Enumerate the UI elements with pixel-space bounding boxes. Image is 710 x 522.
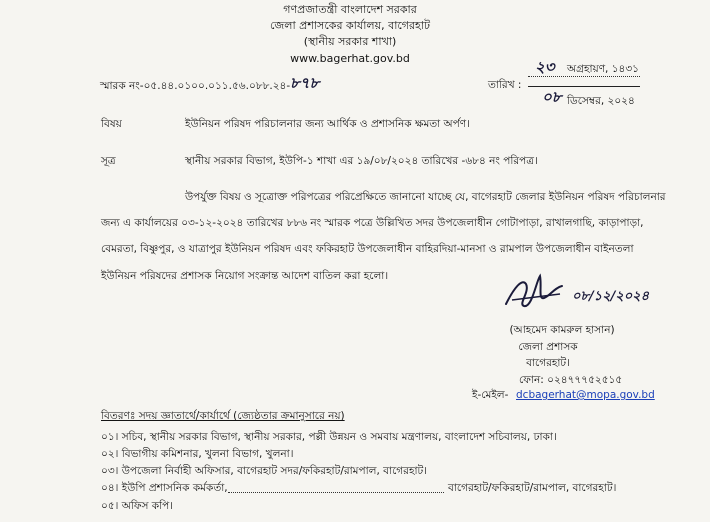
signature-date-handwritten: ০৮/১২/২০২৪ [572, 289, 650, 304]
section-name: (স্থানীয় সরকার শাখা) [303, 35, 397, 48]
distribution-item-5: ০৫। অফিস কপি। [101, 500, 174, 512]
distribution-item-3: ০৩। উপজেলা নির্বাহী অফিসার, বাগেরহাট সদর/ফকিরহাট/রামপাল, বাগেরহাট। [101, 465, 427, 477]
memo-number-handwritten: ৮৭৮ [290, 74, 320, 92]
bangla-date-handwritten: ২৩ [535, 58, 555, 76]
subject-label: বিষয় [101, 118, 122, 130]
email-link[interactable]: dcbagerhat@mopa.gov.bd [516, 389, 655, 401]
bangla-date-rule [528, 76, 640, 77]
subject-text: ইউনিয়ন পরিষদ পরিচালনার জন্য আর্থিক ও প্রশাসনিক ক্ষমতা অর্পণ। [185, 118, 470, 130]
office-name: জেলা প্রশাসকের কার্যালয়, বাগেরহাট [269, 19, 431, 32]
date-label: তারিখ : [488, 79, 522, 91]
english-date-handwritten: ০৮ [542, 88, 562, 106]
reference-label: সূত্র [101, 155, 116, 167]
bangla-date-suffix: অগ্রহায়ণ, ১৪৩১ [567, 63, 639, 75]
signatory-place: বাগেরহাট। [526, 357, 570, 369]
date-divider [528, 86, 640, 87]
website-link[interactable]: www.bagerhat.gov.bd [290, 52, 410, 65]
distribution-item-4: ০৪। ইউপি প্রশাসনিক কর্মকর্তা, [101, 482, 228, 494]
body-line-4: ইউনিয়ন পরিষদের প্রশাসক নিয়োগ সংক্রান্ত আদেশ বাতিল করা হলো। [101, 270, 389, 282]
email-label: ই-মেইল- [472, 389, 509, 401]
body-line-2: জন্য এ কার্যালয়ের ০৩-১২-২০২৪ তারিখের ৮৮৬ নং স্মারক পত্রে উল্লিখিত সদর উপজেলাধীন গোটাপাড়া, রাখালগাছি, কাড়াপাড়া, [101, 217, 644, 229]
memo-number: স্মারক নং-০৫.৪৪.০১০০.০১১.৫৬.০৮৮.২৪- [100, 80, 291, 92]
signatory-phone: ফোন: ০২৪৭৭৭৫২৫১৫ [519, 374, 623, 386]
english-date-suffix: ডিসেম্বর, ২০২৪ [567, 95, 635, 107]
distribution-heading: বিতরণঃ সদয় জ্ঞাতার্থে/কার্যার্থে (জ্যেষ্ঠতার ক্রমানুসারে নয়) [101, 410, 345, 422]
distribution-item-1: ০১। সচিব, স্থানীয় সরকার বিভাগ, স্থানীয় সরকার, পল্লী উন্নয়ন ও সমবায় মন্ত্রণালয়, বাংলাদেশ সচিবালয়, ঢাকা। [101, 431, 557, 443]
body-line-1: উপর্যুক্ত বিষয় ও সূত্রোক্ত পরিপত্রের পরিপ্রেক্ষিতে জানানো যাচ্ছে যে, বাগেরহাট জেলার ইউনিয়ন পরিষদ পরিচালনার [185, 191, 666, 203]
signature-scribble [500, 270, 572, 314]
signatory-name: (আহমেদ কামরুল হাসান) [509, 324, 615, 336]
signatory-designation: জেলা প্রশাসক [518, 341, 578, 353]
govt-name: গণপ্রজাতন্ত্রী বাংলাদেশ সরকার [283, 3, 417, 16]
distribution-item-4-tail: বাগেরহাট/ফকিরহাট/রামপাল, বাগেরহাট। [448, 482, 617, 494]
distribution-item-4-blank [228, 492, 444, 493]
reference-text: স্থানীয় সরকার বিভাগ, ইউপি-১ শাখা এর ১৯/০৮/২০২৪ তারিখের -৬৮৪ নং পরিপত্র। [185, 155, 538, 167]
body-line-3: বেমরতা, বিষ্ণুপুর, ও যাত্রাপুর ইউনিয়ন পরিষদ এবং ফকিরহাট উপজেলাধীন বাহিরদিয়া-মানসা ও রামপাল উপজেলাধীন বাইনতলা [101, 243, 634, 255]
distribution-item-2: ০২। বিভাগীয় কমিশনার, খুলনা বিভাগ, খুলনা। [101, 448, 294, 460]
